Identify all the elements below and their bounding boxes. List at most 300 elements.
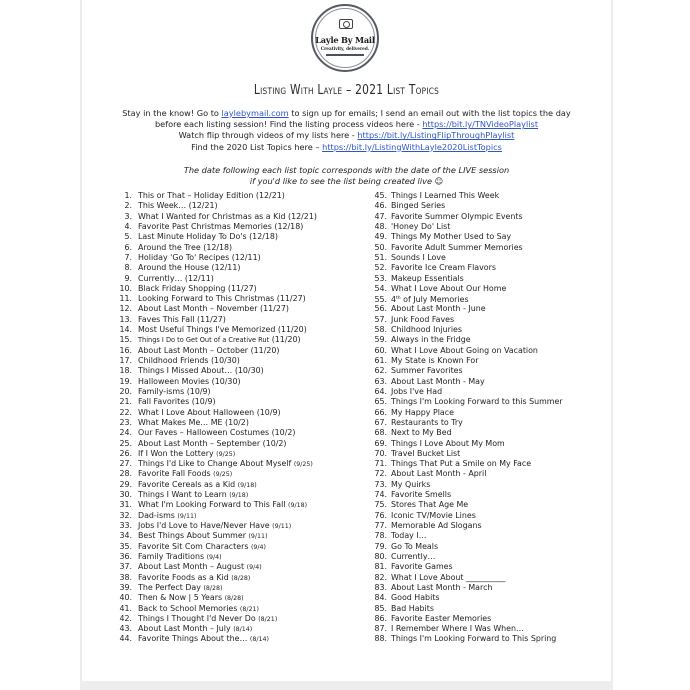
list-item-number: 37.: [119, 562, 132, 572]
list-item-number: 60.: [374, 345, 387, 355]
list-item-date: (12/18): [274, 221, 304, 231]
list-item-date: (8/14): [233, 626, 253, 634]
intro-text: Stay in the know! Go to: [122, 108, 222, 118]
list-item-date: (8/21): [258, 615, 278, 623]
list-item: [110, 542, 317, 552]
list-item-date: (12/18): [203, 242, 233, 252]
list-item-topic: This or That – Holiday Edition: [138, 191, 254, 200]
list-item-topic: Faves This Fall: [138, 314, 195, 324]
list-item-number: 13.: [119, 314, 132, 324]
list-item-topic: Looking Forward to This Christmas: [138, 294, 275, 304]
list-item-number: 3.: [124, 211, 132, 221]
list-item-topic: Things I'd Like to Change About Myself: [138, 459, 292, 469]
list-item-topic: Best Things About Summer: [138, 531, 246, 541]
list-item: [110, 201, 317, 211]
list-item: [110, 562, 317, 572]
list-item: [110, 408, 317, 418]
list-item-number: 42.: [119, 613, 132, 623]
list-item: [370, 531, 563, 541]
list-item-topic: My Quirks: [391, 479, 431, 489]
list-item: [370, 387, 563, 397]
list-item-date: (9/25): [216, 450, 236, 458]
list-item: [370, 562, 563, 572]
list-item: [370, 542, 563, 552]
list-item-number: 85.: [374, 603, 387, 613]
flip-through-playlist-link[interactable]: https://bit.ly/ListingFlipThroughPlaylist: [357, 130, 515, 141]
list-item: [110, 274, 317, 284]
list-item-date: (12/11): [231, 252, 261, 262]
list-item-number: 7.: [124, 252, 132, 262]
list-item: [370, 449, 563, 459]
list-item-topic: About Last Month - May: [391, 376, 485, 386]
list-item: [110, 439, 317, 449]
list-item-number: 76.: [374, 510, 387, 520]
list-item-date: (10/30): [234, 366, 264, 376]
logo-divider: [326, 54, 364, 56]
list-item-topic: About Last Month - March: [391, 582, 493, 592]
list-item-number: 47.: [374, 211, 387, 221]
list-item-topic: Summer Favorites: [391, 366, 463, 376]
list-item-number: 86.: [374, 613, 387, 623]
list-item-number: 30.: [119, 490, 132, 500]
list-item-date: (9/18): [229, 492, 249, 500]
list-item-number: 64.: [374, 386, 387, 396]
date-note-line-2: if you'd like to see the list being created live ☺: [249, 175, 444, 186]
list-item-number: 24.: [119, 428, 132, 438]
list-item: [370, 624, 563, 634]
intro-line-3: [100, 130, 593, 141]
list-item-topic: Sounds I Love: [391, 252, 446, 262]
list-item: [370, 500, 563, 510]
list-item: [370, 253, 563, 263]
list-item-topic: About Last Month – September: [138, 438, 261, 448]
list-item-date: (12/21): [188, 201, 218, 211]
list-item-number: 5.: [124, 232, 132, 242]
list-item: [370, 604, 563, 614]
list-item: [370, 573, 563, 583]
list-item: [110, 356, 317, 366]
list-item-date: (8/28): [231, 574, 251, 582]
list-item-topic: What I Love About Halloween: [138, 407, 255, 417]
list-item-topic: Childhood Injuries: [391, 325, 463, 335]
list-item: [370, 521, 563, 531]
list-item-number: 35.: [119, 541, 132, 551]
list-item-number: 56.: [374, 304, 387, 314]
list-item-number: 55.: [374, 295, 387, 305]
list-item-topic: Back to School Memories: [138, 603, 238, 613]
list-item-topic: Travel Bucket List: [391, 448, 461, 458]
list-item-topic: Favorite Sit Com Characters: [138, 541, 249, 551]
list-item-topic: Things I Do to Get Out of a Creative Rut: [138, 336, 270, 345]
list-item-topic: Next to My Bed: [391, 428, 452, 438]
list-item-topic: This Week…: [138, 201, 187, 211]
list-item-number: 82.: [374, 572, 387, 582]
list-item-topic: Favorite Ice Cream Flavors: [391, 263, 496, 273]
list-item-number: 28.: [119, 469, 132, 479]
list-item: [370, 212, 563, 222]
list-item-topic: Makeup Essentials: [391, 273, 464, 283]
list-item-topic: What I Love About __________: [391, 572, 506, 582]
list-item-number: 20.: [119, 386, 132, 396]
list-item-topic: Our Faves – Halloween Costumes: [138, 428, 270, 438]
list-item-topic: Family Traditions: [138, 551, 205, 561]
list-item-topic: About Last Month – November: [138, 304, 258, 314]
list-item: [370, 418, 563, 428]
list-item-number: 29.: [119, 479, 132, 489]
list-item-date: (10/9): [186, 386, 211, 396]
list-item-number: 12.: [119, 304, 132, 314]
list-item-number: 2.: [124, 201, 132, 211]
list-item-topic: Restaurants to Try: [391, 417, 463, 427]
list-item-topic: Things My Mother Used to Say: [391, 232, 512, 242]
list-item-number: 52.: [374, 263, 387, 273]
list-item-number: 17.: [119, 356, 132, 365]
list-item-date: (11/20): [277, 325, 307, 335]
list-item-date: (8/28): [224, 595, 244, 603]
list-item-topic: Favorite Adult Summer Memories: [391, 242, 523, 252]
list-item-number: 27.: [119, 459, 132, 469]
list-item-topic: Things I Missed About…: [138, 366, 233, 376]
list-item: [370, 325, 563, 335]
list-item-number: 49.: [374, 232, 387, 242]
list-item-topic: 'Honey Do' List: [391, 221, 451, 231]
list-item-number: 80.: [374, 551, 387, 561]
list-item-number: 59.: [374, 335, 387, 345]
list-item: [110, 500, 317, 510]
list-item: [110, 243, 317, 253]
list-item-number: 87.: [374, 624, 387, 634]
logo: [311, 4, 379, 72]
list-item-topic: Favorite Summer Olympic Events: [391, 211, 523, 221]
list-item-topic-superscript: th: [396, 296, 401, 302]
list-item: [110, 315, 317, 325]
list-item-number: 83.: [374, 582, 387, 592]
list-item-topic: Go To Meals: [391, 541, 439, 551]
list-item-date: (9/25): [293, 461, 313, 469]
list-item-topic: Things I Want to Learn: [138, 490, 227, 500]
list-item-number: 34.: [119, 531, 132, 541]
list-item: [370, 377, 563, 387]
list-item-topic: What I Love About Going on Vacation: [391, 345, 538, 355]
list-item-date: (9/4): [250, 543, 267, 551]
list-item-date: (9/11): [177, 512, 197, 520]
list-item-number: 8.: [124, 263, 132, 273]
list-item: [370, 480, 563, 490]
list-item-number: 9.: [124, 273, 132, 283]
list-item-topic: I Remember Where I Was When…: [391, 624, 524, 634]
list-item-number: 50.: [374, 242, 387, 252]
list-item: [370, 439, 563, 449]
list-item: [110, 377, 317, 387]
list-item: [370, 232, 563, 242]
list-item-date: (11/20): [271, 335, 301, 345]
intro-line-1: [100, 108, 593, 119]
list-item-number: 19.: [119, 376, 132, 386]
intro-paragraph: [100, 108, 593, 153]
list-item-date: (8/21): [239, 605, 259, 613]
list-item-topic: What Makes Me… ME: [138, 417, 223, 427]
list-item-number: 46.: [374, 201, 387, 211]
list-item-date: (9/4): [206, 553, 222, 561]
list-item-topic: Last Minute Holiday To Do's: [138, 232, 247, 242]
list-item-number: 25.: [119, 438, 132, 448]
list-item: [370, 315, 563, 325]
list-item-date: (11/27): [227, 283, 257, 293]
intro-text: Find the 2020 List Topics here –: [191, 141, 323, 152]
list-item-date: (10/9): [191, 397, 216, 407]
list-item: [110, 222, 317, 232]
list-item-number: 26.: [119, 448, 132, 458]
list-item-date: (8/14): [249, 636, 269, 644]
list-item: [110, 552, 317, 562]
list-item-date: (10/2): [262, 438, 287, 448]
list-item-number: 1.: [124, 191, 132, 200]
list-item-number: 62.: [374, 366, 387, 376]
website-link[interactable]: laylebymail.com: [221, 108, 289, 118]
list-item: [110, 573, 317, 583]
list-item: [110, 418, 317, 428]
list-item-topic: Favorite Smells: [391, 490, 452, 500]
list-item: [110, 614, 317, 624]
list-item: [110, 449, 317, 459]
list-item-topic: Dad-isms: [138, 510, 175, 520]
list-item-number: 23.: [119, 417, 132, 427]
list-item: [370, 459, 563, 469]
list-item-date: (12/11): [184, 273, 214, 283]
list-item: [110, 480, 317, 490]
list-item-number: 61.: [374, 356, 387, 365]
list-item-number: 67.: [374, 417, 387, 427]
list-item: [370, 201, 563, 211]
date-note: [100, 165, 593, 186]
list-item-topic: What I Love About Our Home: [391, 283, 507, 293]
list-item: [370, 263, 563, 273]
list-item-number: 33.: [119, 521, 132, 530]
intro-line-2: [100, 119, 593, 130]
list-item-number: 70.: [374, 448, 387, 458]
list-item: [110, 624, 317, 634]
list-item-date: (9/18): [287, 502, 308, 510]
list-item-number: 51.: [374, 252, 387, 262]
2020-list-topics-link[interactable]: https://bit.ly/ListingWithLayle2020ListTopics: [322, 141, 502, 152]
list-item-number: 32.: [119, 510, 132, 520]
list-item-number: 10.: [119, 283, 132, 293]
list-item-date: (12/21): [288, 211, 317, 221]
list-item-number: 41.: [119, 603, 132, 613]
list-item-topic: Fall Favorites: [138, 397, 190, 407]
page-bottom-edge: [80, 681, 613, 690]
list-item-number: 18.: [119, 366, 132, 376]
list-item-number: 68.: [374, 428, 387, 438]
list-item-topic: Most Useful Things I've Memorized: [138, 325, 276, 335]
intro-line-4: [100, 142, 593, 153]
list-item: [110, 583, 317, 593]
list-item-topic: What I'm Looking Forward to This Fall: [138, 500, 286, 510]
list-item-topic: Currently…: [391, 551, 436, 561]
list-item-topic: Iconic TV/Movie Lines: [391, 510, 476, 520]
list-item-number: 75.: [374, 500, 387, 510]
list-item-topic: Favorite Foods as a Kid: [138, 572, 229, 582]
list-item-topic: Bad Habits: [391, 603, 434, 613]
list-item-number: 84.: [374, 593, 387, 603]
list-item-date: (9/11): [248, 533, 268, 541]
list-item-number: 16.: [119, 345, 132, 355]
list-item-number: 53.: [374, 273, 387, 283]
list-item-number: 77.: [374, 521, 387, 530]
list-item: [110, 304, 317, 314]
list-item-topic: What I Wanted for Christmas as a Kid: [138, 211, 286, 221]
list-item: [110, 593, 317, 603]
list-item-number: 38.: [119, 572, 132, 582]
list-item-topic: Things I'm Looking Forward to This Spring: [391, 634, 557, 644]
list-item-topic: Halloween Movies: [138, 376, 210, 386]
list-item: [370, 284, 563, 294]
list-item-number: 88.: [374, 634, 387, 644]
list-item-topic: Things I Love About My Mom: [391, 438, 505, 448]
list-item-date: (9/4): [246, 564, 262, 572]
list-item-number: 15.: [119, 335, 132, 345]
list-item: [110, 490, 317, 500]
list-item-topic-prefix: 4: [391, 295, 397, 305]
list-item-date: (11/27): [276, 294, 306, 304]
list-item: [110, 521, 317, 531]
list-item-date: (9/11): [272, 523, 292, 530]
list-item: [370, 274, 563, 284]
list-item: [110, 387, 317, 397]
list-item-number: 73.: [374, 479, 387, 489]
list-item-topic: Favorite Past Christmas Memories: [138, 221, 272, 231]
list-item: [110, 366, 317, 376]
list-item-topic: Always in the Fridge: [391, 335, 471, 345]
list-item-number: 22.: [119, 407, 132, 417]
list-item-date: (9/25): [213, 471, 233, 479]
list-item: [370, 634, 563, 644]
list-item-topic: Junk Food Faves: [391, 314, 455, 324]
list-item-number: 58.: [374, 325, 387, 335]
list-item-topic: Jobs I've Had: [391, 386, 443, 396]
list-item-topic: Childhood Friends: [138, 356, 209, 365]
list-item-topic: About Last Month - April: [391, 469, 487, 479]
list-item-number: 14.: [119, 325, 132, 335]
list-item-topic: Memorable Ad Slogans: [391, 521, 482, 530]
list-item-date: (12/11): [211, 263, 241, 273]
list-item-topic: Good Habits: [391, 593, 440, 603]
list-item-topic: Today I…: [391, 531, 427, 541]
list-item: [370, 593, 563, 603]
list-item: [110, 253, 317, 263]
list-item-number: 4.: [124, 221, 132, 231]
list-item: [370, 469, 563, 479]
list-item: [110, 325, 317, 335]
list-item-topic: of July Memories: [400, 295, 469, 305]
list-item-topic: About Last Month – July: [138, 624, 231, 634]
list-item: [370, 304, 563, 314]
list-item: [370, 490, 563, 500]
list-item-topic: If I Won the Lottery: [138, 448, 214, 458]
list-item: [110, 212, 317, 222]
list-item-number: 57.: [374, 314, 387, 324]
list-item: [370, 583, 563, 593]
list-item-topic: About Last Month - June: [391, 304, 486, 314]
list-item-topic: Things I Thought I'd Never Do: [138, 613, 256, 623]
intro-text: to sign up for emails; I send an email out with the list topics the day: [288, 108, 571, 118]
list-item-number: 66.: [374, 407, 387, 417]
list-item-topic: Black Friday Shopping: [138, 283, 226, 293]
list-item: [110, 634, 317, 644]
list-item-topic: Favorite Cereals as a Kid: [138, 479, 236, 489]
list-item-date: (8/28): [203, 584, 223, 592]
list-item: [110, 191, 317, 201]
list-item: [110, 531, 317, 541]
list-item-number: 72.: [374, 469, 387, 479]
list-item-topic: Stores That Age Me: [391, 500, 469, 510]
list-item: [370, 428, 563, 438]
list-item-topic: Then & Now | 5 Years: [138, 593, 223, 603]
list-item: [370, 335, 563, 345]
list-item-topic: Favorite Things About the…: [138, 634, 248, 644]
list-item: [110, 459, 317, 469]
list-item-topic: Jobs I'd Love to Have/Never Have: [138, 521, 270, 530]
list-item: [370, 366, 563, 376]
list-item-number: 43.: [119, 624, 132, 634]
list-item-topic: Holiday 'Go To' Recipes: [138, 252, 230, 262]
list-item-number: 81.: [374, 562, 387, 572]
list-item-topic: The Perfect Day: [138, 582, 201, 592]
logo-tagline: Creativity, delivered.: [320, 46, 370, 51]
list-item-topic: My State is Known For: [391, 356, 479, 365]
list-item-number: 45.: [374, 191, 387, 200]
list-item: [370, 191, 563, 201]
list-item-date: (10/2): [225, 417, 249, 427]
list-item-date: (10/30): [211, 376, 241, 386]
camera-icon: [339, 19, 353, 29]
video-playlist-link[interactable]: https://bit.ly/TNVideoPlaylist: [422, 119, 539, 130]
list-item-topic: About Last Month – August: [138, 562, 245, 572]
logo-brand: Layle By Mail: [315, 35, 375, 45]
list-item-number: 21.: [119, 397, 132, 407]
list-item-topic: Favorite Fall Foods: [138, 469, 211, 479]
list-item-number: 11.: [119, 294, 132, 304]
list-item: [110, 469, 317, 479]
list-item: [110, 284, 317, 294]
list-item: [370, 356, 563, 366]
list-item-date: (11/27): [260, 304, 289, 314]
list-item: [110, 335, 317, 345]
list-item-topic: My Happy Place: [391, 407, 454, 417]
topic-list-left: [110, 191, 317, 645]
list-item: [110, 511, 317, 521]
list-item: [110, 604, 317, 614]
list-item-date: (11/20): [250, 345, 280, 355]
list-item-date: (10/9): [256, 407, 281, 417]
list-item-date: (9/18): [237, 481, 257, 489]
list-item-number: 48.: [374, 221, 387, 231]
list-item: [370, 294, 563, 304]
list-item-topic: Currently…: [138, 273, 183, 283]
list-item-date: (10/30): [210, 356, 240, 365]
list-item-number: 39.: [119, 582, 132, 592]
list-item-topic: Around the House: [138, 263, 210, 273]
list-item-topic: Family-isms: [138, 386, 185, 396]
list-item-number: 78.: [374, 531, 387, 541]
list-item: [110, 263, 317, 273]
list-item-number: 44.: [119, 634, 132, 644]
list-item: [370, 408, 563, 418]
list-item: [370, 243, 563, 253]
list-item: [370, 511, 563, 521]
page-title: Listing With Layle – 2021 List Topics: [253, 83, 440, 98]
list-item-topic: Binged Series: [391, 201, 446, 211]
